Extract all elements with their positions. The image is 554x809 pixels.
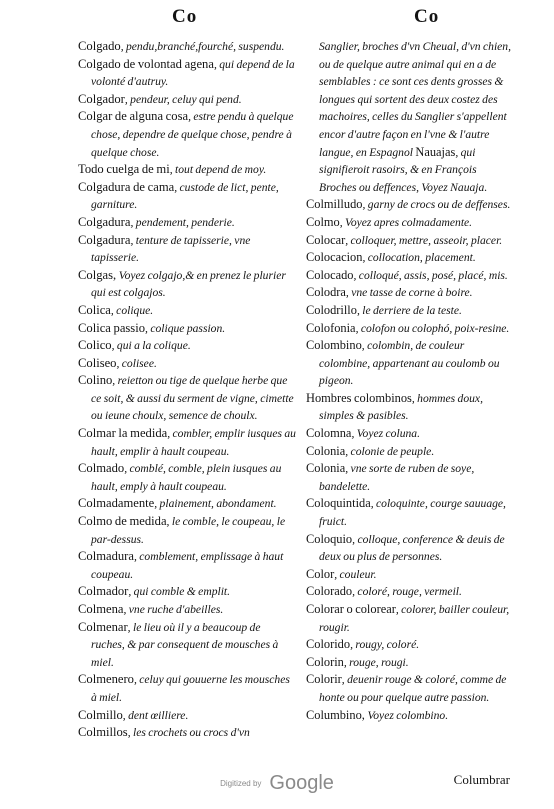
definition: , le lieu où il y a beaucoup de ruches, & par consequent de mousches à miel. (91, 620, 279, 669)
headword: Colgadura (78, 232, 131, 247)
headword: Colmenero (78, 672, 134, 687)
dictionary-entry (78, 267, 296, 302)
definition: , vne tasse de corne à boire. (345, 286, 473, 300)
headword: Colgado (78, 39, 121, 53)
definition: , qui depend de la volonté d'autruy. (91, 57, 295, 89)
headword: Colmenar (78, 619, 128, 634)
headword: Coloquio (306, 531, 353, 546)
definition: , garny de crocs ou de deffenses. (362, 198, 511, 212)
headword: Colocado (306, 267, 354, 282)
definition: , plainement, abondament. (154, 497, 277, 511)
headword: Coloquintida (306, 496, 371, 511)
dictionary-entry (306, 302, 512, 320)
definition: Voyez colgajo,& en prenez le plurier qui est colgajos. (91, 268, 286, 300)
headword: Colombino (306, 338, 362, 353)
definition: , reietton ou tige de quelque herbe que ce soit, & aussi du serment de vigne, cimette ou ieune choulx, semence de choulx. (91, 374, 294, 423)
definition: , pendement, penderie. (130, 215, 235, 229)
headword: Coliseo (78, 355, 117, 370)
dictionary-entry (306, 566, 512, 584)
dictionary-entry (306, 654, 512, 672)
headword: Colmo (306, 214, 340, 229)
headword: Colmillos (78, 725, 128, 740)
definition: , pendu,branché,fourché, suspendu. (120, 40, 285, 53)
left-column (78, 38, 296, 742)
dictionary-entry (78, 355, 296, 373)
dictionary-entry (306, 425, 512, 443)
headword: Colino (78, 373, 113, 388)
right-column (306, 38, 512, 724)
definition: , tenture de tapisserie, vne tapisserie. (91, 233, 251, 265)
dictionary-entry (78, 161, 296, 179)
headword: Color (306, 566, 335, 581)
definition: , Voyez apres colmadamente. (339, 215, 473, 229)
dictionary-entry (306, 337, 512, 390)
definition: Sanglier, broches d'vn Cheual, d'vn chien, ou de quelque autre animal qui en a de semblables : ce sont ces dents grosses & longues qui sortent des deux costez des machoires, celles du Sanglier s'appellent encor d'autre façon en l'vne & l'autre langue, en Espagnol (319, 40, 512, 159)
definition: , rouge, rougi. (343, 655, 409, 669)
headword: Colocar (306, 232, 346, 247)
watermark-prefix: Digitized by (220, 779, 262, 788)
definition: , colloque, conference & deuis de deux ou plus de personnes. (319, 532, 505, 564)
definition: , vne sorte de ruben de soye, bandelette. (319, 462, 475, 493)
definition: , colofon ou colophó, poix-resine. (355, 321, 510, 335)
dictionary-entry (306, 460, 512, 495)
definition: , les crochets ou crocs d'vn (127, 726, 250, 740)
definition: , celuy qui gouuerne les mousches à miel. (91, 673, 290, 704)
definition: , tout depend de moy. (169, 163, 267, 177)
headword: Colorado (306, 584, 353, 599)
dictionary-entry (78, 372, 296, 425)
definition: , colique. (110, 303, 154, 317)
definition: , couleur. (334, 567, 377, 581)
definition: , coloré, rouge, vermeil. (352, 585, 462, 599)
dictionary-entry (306, 390, 512, 425)
dictionary-entry (78, 38, 296, 56)
headword: Colico (78, 338, 112, 353)
dictionary-entry (306, 443, 512, 461)
definition: , coloquinte, courge sauuage, fruict. (319, 497, 506, 529)
dictionary-entry (78, 724, 296, 742)
dictionary-entry (306, 196, 512, 214)
catchword: Columbrar (453, 772, 510, 787)
definition: , custode de lict, pente, garniture. (91, 180, 279, 212)
headword: Colmo de medida (78, 514, 167, 529)
dictionary-entry (78, 495, 296, 513)
dictionary-entry (78, 513, 296, 548)
headword: Colmena (78, 602, 124, 616)
definition: , combler, emplir iusques au hault, emplir à hault coupeau. (91, 427, 296, 458)
dictionary-entry (306, 495, 512, 530)
headword: Colmadamente (78, 496, 155, 511)
dictionary-entry (78, 671, 296, 706)
dictionary-entry (78, 460, 296, 495)
definition: , estre pendu à quelque chose, dependre de quelque chose, pendre à quelque chose. (91, 110, 294, 159)
headword: Colmar la medida (78, 426, 168, 441)
definition: , colloquer, mettre, asseoir, placer. (345, 233, 503, 247)
definition: , deuenir rouge & coloré, comme de honte ou pour quelque autre passion. (319, 673, 507, 704)
headword: Colodrillo (306, 302, 357, 317)
definition: , colisee. (116, 356, 157, 370)
definition: , collocation, placement. (362, 251, 476, 265)
dictionary-entry (78, 302, 296, 320)
dictionary-entry (78, 707, 296, 725)
headword: Colgado de volontad agena (78, 56, 214, 71)
dictionary-entry (78, 601, 296, 619)
definition: , colloqué, assis, posé, placé, mis. (353, 268, 508, 282)
definition: , rougy, coloré. (350, 638, 420, 652)
headword: Colorir (306, 672, 342, 687)
headword: Colmado (78, 461, 125, 476)
definition: , le comble, le coupeau, le par-dessus. (91, 515, 286, 546)
running-header-right: Co (414, 6, 440, 27)
definition: , hommes doux, simples & pasibles. (319, 391, 483, 423)
dictionary-entry (78, 232, 296, 267)
definition: , qui signifieroit rasoirs, & en François Broches ou deffences, Voyez Nauaja. (319, 145, 488, 194)
dictionary-entry (78, 56, 296, 91)
dictionary-entry (78, 337, 296, 355)
dictionary-entry (306, 284, 512, 302)
dictionary-entry (306, 232, 512, 250)
headword: Colmillo (78, 707, 123, 722)
definition: , qui a la colique. (111, 339, 191, 353)
dictionary-entry (78, 548, 296, 583)
definition: , le derriere de la teste. (356, 303, 462, 317)
definition: , comblement, emplissage à haut coupeau. (91, 550, 284, 581)
headword: Colmilludo (306, 197, 363, 212)
dictionary-entry (306, 267, 512, 285)
definition: , pendeur, celuy qui pend. (124, 92, 242, 106)
dictionary-entry (78, 583, 296, 601)
headword: Colorido (306, 637, 351, 652)
headword: Colocacion (306, 250, 363, 265)
headword: Colgador (78, 91, 125, 106)
dictionary-entry (306, 601, 512, 636)
headword: Nauajas (415, 144, 456, 159)
headword: Colgar de alguna cosa (78, 109, 189, 124)
definition: , dent œilliere. (122, 708, 189, 722)
dictionary-entry (306, 531, 512, 566)
definition: , Voyez coluna. (351, 427, 420, 441)
watermark-brand: Google (269, 772, 334, 794)
definition: , comblé, comble, plein iusques au hault, emply à hault coupeau. (91, 462, 282, 493)
definition: , colombin, de couleur colombine, appartenant au coulomb ou pigeon. (319, 339, 500, 388)
headword: Colica (78, 302, 111, 317)
headword: Colica passio (78, 320, 146, 335)
headword: Colmador (78, 584, 129, 599)
dictionary-entry (78, 108, 296, 161)
dictionary-entry (306, 214, 512, 232)
headword: Colgas, (78, 267, 119, 282)
headword: Todo cuelga de mi (78, 162, 170, 177)
definition: , colorer, bailler couleur, rougir. (319, 603, 510, 634)
dictionary-entry (78, 91, 296, 109)
dictionary-entry (306, 249, 512, 267)
dictionary-entry (78, 179, 296, 214)
dictionary-entry (78, 425, 296, 460)
dictionary-entry (306, 38, 512, 196)
dictionary-entry (306, 320, 512, 338)
running-header-left: Co (172, 6, 198, 27)
definition: , colique passion. (145, 321, 226, 335)
headword: Colorar o colorear (306, 602, 396, 616)
headword: Hombres colombinos (306, 390, 412, 405)
definition: Voyez colombino. (367, 708, 449, 722)
headword: Columbino, (306, 707, 368, 722)
dictionary-entry (306, 671, 512, 706)
dictionary-entry (306, 583, 512, 601)
headword: Colonia (306, 461, 346, 476)
headword: Colonia (306, 443, 346, 458)
headword: Colgadura (78, 214, 131, 229)
headword: Colomna (306, 426, 352, 441)
headword: Colmadura (78, 549, 134, 564)
dictionary-entry (306, 707, 512, 725)
digitization-watermark (0, 772, 554, 795)
dictionary-entry (78, 214, 296, 232)
dictionary-entry (78, 320, 296, 338)
definition: , qui comble & emplit. (128, 585, 231, 599)
headword: Colofonia (306, 320, 356, 335)
definition: , vne ruche d'abeilles. (123, 603, 224, 616)
definition: , colonie de peuple. (345, 444, 435, 458)
headword: Colorin (306, 654, 344, 669)
headword: Colgadura de cama (78, 179, 175, 194)
dictionary-entry (78, 619, 296, 672)
headword: Colodra (306, 285, 346, 300)
dictionary-entry (306, 636, 512, 654)
